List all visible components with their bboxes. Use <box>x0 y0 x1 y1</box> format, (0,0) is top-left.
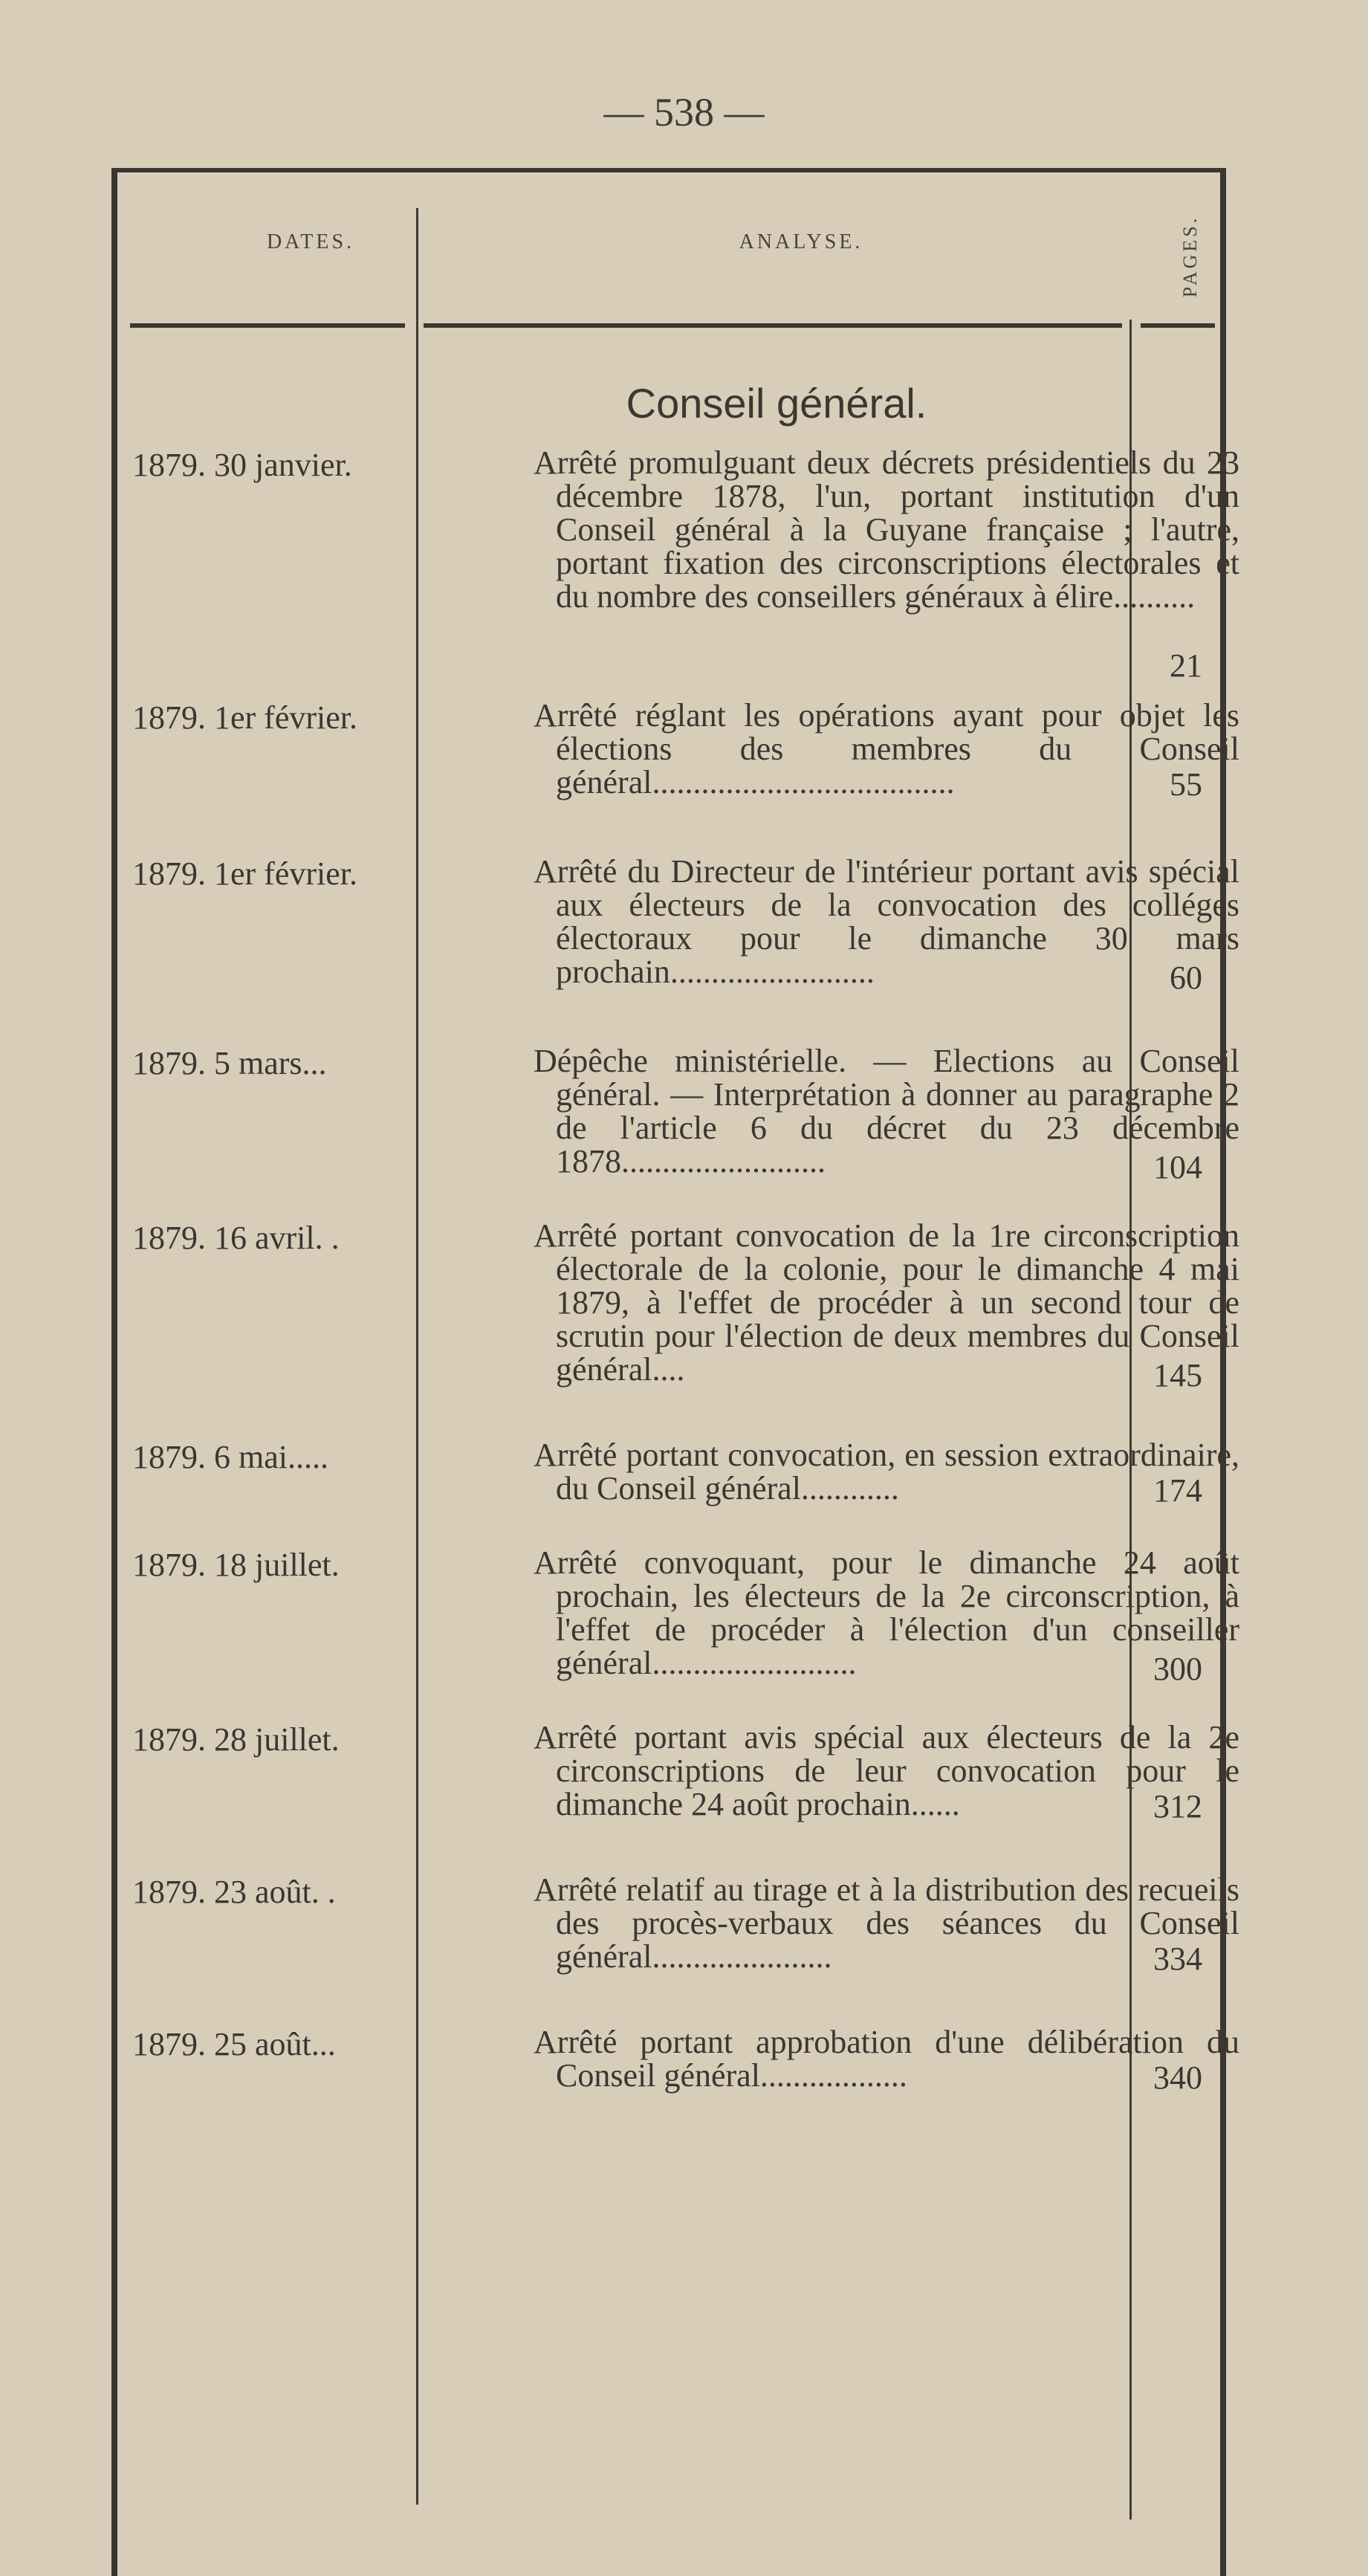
entry-date: 1879. 1er février. <box>132 855 357 892</box>
entry-page: 104 <box>1153 1149 1202 1185</box>
entry-page: 340 <box>1153 2059 1202 2096</box>
entry-page: 334 <box>1153 1941 1202 1977</box>
entry-analysis: Arrêté portant avis spécial aux électeurs de la 2e circonscriptions de leur convocation pour le dimanche 24 août prochain...... <box>534 1719 1239 1822</box>
entry-page: 60 <box>1170 959 1202 996</box>
entry-page: 300 <box>1153 1651 1202 1687</box>
header-dates: DATES. <box>266 230 355 253</box>
entry-date: 1879. 18 juillet. <box>132 1547 340 1583</box>
entry-page: 21 <box>1170 647 1202 684</box>
entry-date: 1879. 28 juillet. <box>132 1721 340 1758</box>
entry-date: 1879. 30 janvier. <box>132 447 352 483</box>
entry-analysis: Arrêté du Directeur de l'intérieur portant avis spécial aux électeurs de la convocation des colléges électoraux pour le dimanche 30 mars prochain......................... <box>534 853 1239 990</box>
page-number: — 538 — <box>603 90 765 135</box>
entry-analysis: Arrêté réglant les opérations ayant pour objet les élections des membres du Conseil général..................................... <box>534 697 1239 800</box>
entry-page: 312 <box>1153 1788 1202 1825</box>
header-pages-label: PAGES. <box>1179 215 1201 298</box>
entry-date: 1879. 5 mars... <box>132 1045 327 1081</box>
entry-date: 1879. 16 avril. . <box>132 1220 340 1256</box>
entry-analysis: Arrêté promulguant deux décrets présidentiels du 23 décembre 1878, l'un, portant institution d'un Conseil général à la Guyane française ; l'autre, portant fixation des circonscriptions électorales et du nombre des conseillers généraux à élire.......... <box>534 444 1239 615</box>
table-header <box>117 178 1220 327</box>
entry-date: 1879. 1er février. <box>132 699 357 736</box>
column-separator-dates <box>416 208 418 2505</box>
header-rule-dates <box>130 323 405 328</box>
entry-analysis: Dépêche ministérielle. — Elections au Conseil général. — Interprétation à donner au paragraphe 2 de l'article 6 du décret du 23 décembre 1878......................... <box>534 1043 1239 1179</box>
entry-page: 174 <box>1153 1472 1202 1509</box>
entry-analysis: Arrêté portant convocation, en session extraordinaire, du Conseil général............ <box>534 1437 1239 1507</box>
entry-analysis: Arrêté portant approbation d'une délibération du Conseil général.................. <box>534 2024 1239 2094</box>
entry-analysis: Arrêté convoquant, pour le dimanche 24 août prochain, les électeurs de la 2e circonscription, à l'effet de procéder à l'élection d'un conseiller général......................... <box>534 1544 1239 1681</box>
entry-analysis: Arrêté portant convocation de la 1re circonscription électorale de la colonie, pour le dimanche 4 mai 1879, à l'effet de procéder à un second tour de scrutin pour l'élection de deux membres du Conseil général.... <box>534 1217 1239 1388</box>
entry-page: 145 <box>1153 1357 1202 1394</box>
entry-date: 1879. 23 août. . <box>132 1874 336 1910</box>
section-title: Conseil général. <box>626 380 927 427</box>
header-rule-pages <box>1141 323 1215 328</box>
header-analyse: ANALYSE. <box>739 230 863 253</box>
header-rule-analyse <box>424 323 1122 328</box>
entry-analysis: Arrêté relatif au tirage et à la distribution des recueils des procès-verbaux des séances du Conseil général...................... <box>534 1871 1239 1975</box>
entry-page: 55 <box>1170 766 1202 803</box>
header-pages <box>1168 201 1213 312</box>
entry-date: 1879. 6 mai..... <box>132 1439 328 1475</box>
entry-date: 1879. 25 août... <box>132 2026 336 2062</box>
